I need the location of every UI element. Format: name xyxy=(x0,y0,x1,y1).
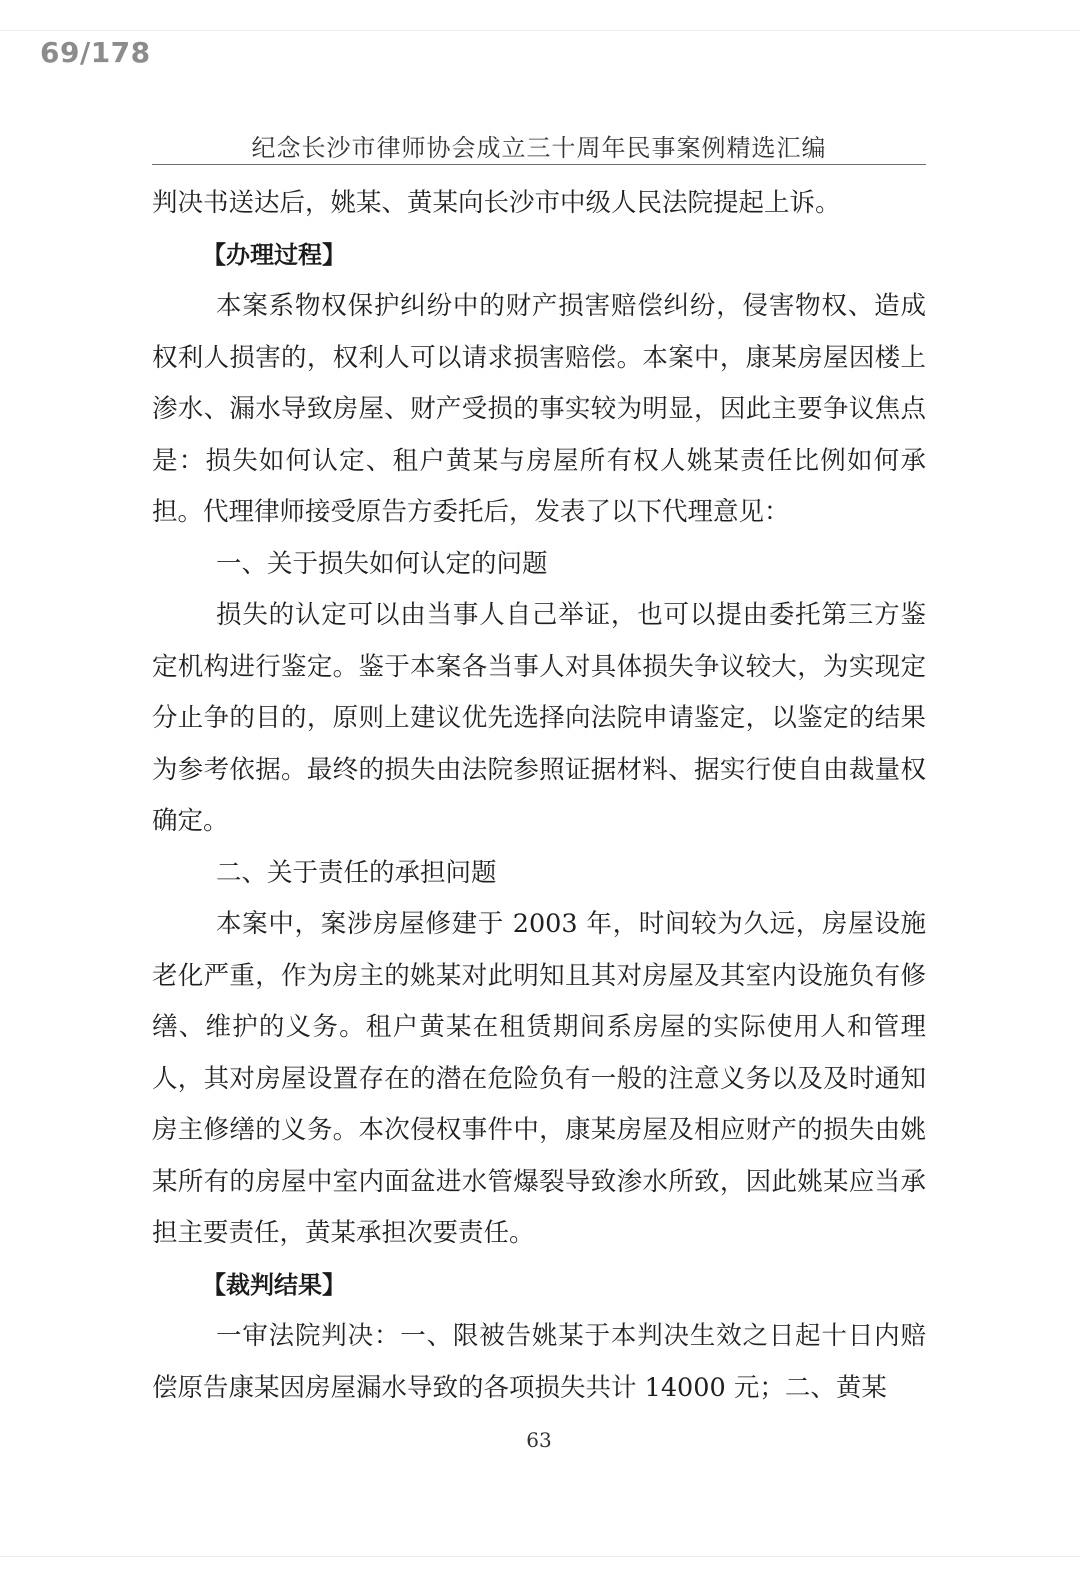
paragraph-liability: 本案中，案涉房屋修建于 2003 年，时间较为久远，房屋设施老化严重，作为房主的姚某对此明知且其对房屋及其室内设施负有修缮、维护的义务。租户黄某在租赁期间系房屋的实际使用人和管理人，其对房屋设置存在的潜在危险负有一般的注意义务以及及时通知房主修缮的义务。本次侵权事件中，康某房屋及相应财产的损失由姚某所有的房屋中室内面盆进水管爆裂导致渗水所致，因此姚某应当承担主要责任，黄某承担次要责任。 xyxy=(152,909,926,1248)
paragraph-case-summary: 本案系物权保护纠纷中的财产损害赔偿纠纷，侵害物权、造成权利人损害的，权利人可以请求损害赔偿。本案中，康某房屋因楼上渗水、漏水导致房屋、财产受损的事实较为明显，因此主要争议焦点是：损失如何认定、租户黄某与房屋所有权人姚某责任比例如何承担。代理律师接受原告方委托后，发表了以下代理意见： xyxy=(152,291,926,527)
header-divider xyxy=(152,164,926,165)
section-heading-process: 【办理过程】 xyxy=(202,240,346,269)
running-header: 纪念长沙市律师协会成立三十周年民事案例精选汇编 xyxy=(251,134,827,162)
page-number: 63 xyxy=(526,1428,552,1452)
paragraph-judgment: 一审法院判决：一、限被告姚某于本判决生效之日起十日内赔偿原告康某因房屋漏水导致的各项损失共计 14000 元；二、黄某 xyxy=(152,1321,926,1403)
document-body xyxy=(152,178,926,1414)
viewer-top-divider xyxy=(0,30,1080,31)
section-heading-judgment: 【裁判结果】 xyxy=(202,1270,346,1299)
paragraph-loss: 损失的认定可以由当事人自己举证，也可以提由委托第三方鉴定机构进行鉴定。鉴于本案各当事人对具体损失争议较大，为实现定分止争的目的，原则上建议优先选择向法院申请鉴定，以鉴定的结果为参考依据。最终的损失由法院参照证据材料、据实行使自由裁量权确定。 xyxy=(152,600,926,836)
page-counter: 69/178 xyxy=(40,36,151,69)
viewer-bottom-divider xyxy=(0,1556,1080,1557)
paragraph-continuation: 判决书送达后，姚某、黄某向长沙市中级人民法院提起上诉。 xyxy=(152,188,841,218)
subheading-loss: 一、关于损失如何认定的问题 xyxy=(216,548,548,579)
subheading-liability: 二、关于责任的承担问题 xyxy=(216,857,497,888)
